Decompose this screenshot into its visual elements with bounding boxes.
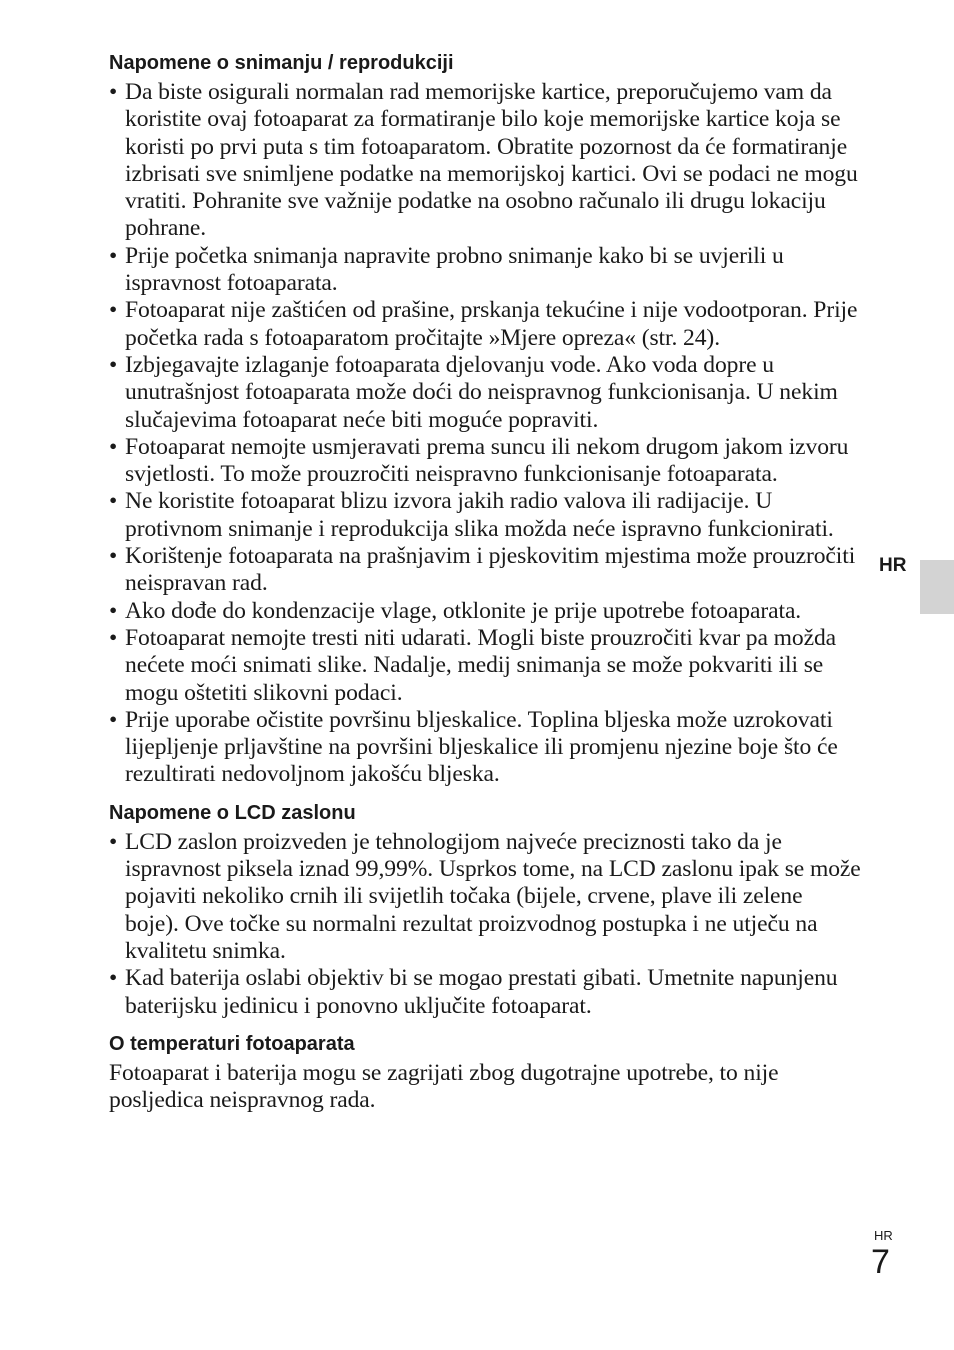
page-content — [109, 50, 861, 1114]
section-heading-temperature: O temperaturi fotoaparata — [109, 1032, 355, 1055]
bullet-icon: • — [109, 706, 118, 733]
list-item: • Korištenje fotoaparata na prašnjavim i pjeskovitim mjestima može prouzročiti neispravan rad. — [109, 543, 856, 597]
temperature-paragraph: Fotoaparat i baterija mogu se zagrijati zbog dugotrajne upotrebe, to nije posljedica neispravnog rada. — [109, 1059, 779, 1114]
list-item: • Prije uporabe očistite površinu bljeskalice. Toplina bljeska može uzrokovati lijepljenje prljavštine na površini bljeskalice ili promjenu njezine boje što će rezultirati nedovoljnom jakošću bljeska. — [109, 706, 838, 788]
bullet-icon: • — [109, 597, 118, 624]
bullet-icon: • — [109, 828, 118, 855]
list-item: • Fotoaparat nemojte usmjeravati prema suncu ili nekom drugom jakom izvoru svjetlosti. To može prouzročiti neispravno funkcionisanje fotoaparata. — [109, 433, 849, 488]
list-item: • Kad baterija oslabi objektiv bi se mogao prestati gibati. Umetnite napunjenu baterijsku jedinicu i ponovno uključite fotoaparat. — [109, 965, 838, 1019]
section-heading-lcd: Napomene o LCD zaslonu — [109, 801, 356, 824]
list-item: • Fotoaparat nije zaštićen od prašine, prskanja tekućine i nije vodootporan. Prije početka rada s fotoaparatom pročitajte »Mjere opreza« (str. 24). — [109, 297, 858, 351]
list-item: • Ne koristite fotoaparat blizu izvora jakih radio valova ili radijacije. U protivnom snimanje i reprodukcija slika možda neće ispravno funkcionirati. — [109, 488, 834, 542]
language-tab-marker — [920, 560, 954, 614]
lcd-notes-list — [109, 829, 861, 1020]
bullet-icon: • — [109, 351, 118, 378]
recording-notes-list — [109, 79, 861, 789]
bullet-icon: • — [109, 433, 118, 460]
bullet-icon: • — [109, 543, 118, 570]
page-number: 7 — [871, 1243, 890, 1281]
section-heading-recording: Napomene o snimanju / reprodukciji — [109, 52, 454, 74]
bullet-icon: • — [109, 242, 118, 269]
language-tab-label: HR — [879, 555, 907, 576]
bullet-icon: • — [109, 79, 118, 105]
bullet-icon: • — [109, 624, 118, 651]
bullet-icon: • — [109, 297, 118, 324]
list-item: • LCD zaslon proizveden je tehnologijom najveće preciznosti tako da je ispravnost piksela iznad 99,99%. Usprkos tome, na LCD zaslonu ipak se može pojaviti nekoliko crnih ili svijetlih točaka (bijele, crvene, plave ili zelene boje). Ove točke su normalni rezultat proizvodnog postupka i ne utječu na kvalitetu snimka. — [109, 828, 861, 964]
bullet-icon: • — [109, 965, 118, 992]
list-item: • Ako dođe do kondenzacije vlage, otklonite je prije upotrebe fotoaparata. — [109, 597, 802, 624]
list-item: • Da biste osigurali normalan rad memorijske kartice, preporučujemo vam da koristite ovaj fotoaparat za formatiranje bilo koje memorijske kartice koja se koristi po prvi puta s tim fotoaparatom. Obratite pozornost da će formatiranje izbrisati sve snimljene podatke na memorijskoj kartici. Ovi se podaci ne mogu vratiti. Pohranite sve važnije podatke na osobno računalo ili drugu lokaciju pohrane. — [109, 79, 858, 242]
list-item: • Prije početka snimanja napravite probno snimanje kako bi se uvjerili u ispravnost fotoaparata. — [109, 242, 784, 297]
bullet-icon: • — [109, 488, 118, 515]
list-item: • Izbjegavajte izlaganje fotoaparata djelovanju vode. Ako voda dopre u unutrašnjost fotoaparata može doći do neispravnog funkcionisanja. U nekim slučajevima fotoaparat neće biti moguće popraviti. — [109, 351, 838, 433]
list-item: • Fotoaparat nemojte tresti niti udarati. Mogli biste prouzročiti kvar pa možda nećete moći snimati slike. Nadalje, medij snimanja se može pokvariti ili se mogu oštetiti slikovni podaci. — [109, 624, 837, 706]
footer-language: HR — [874, 1228, 893, 1243]
